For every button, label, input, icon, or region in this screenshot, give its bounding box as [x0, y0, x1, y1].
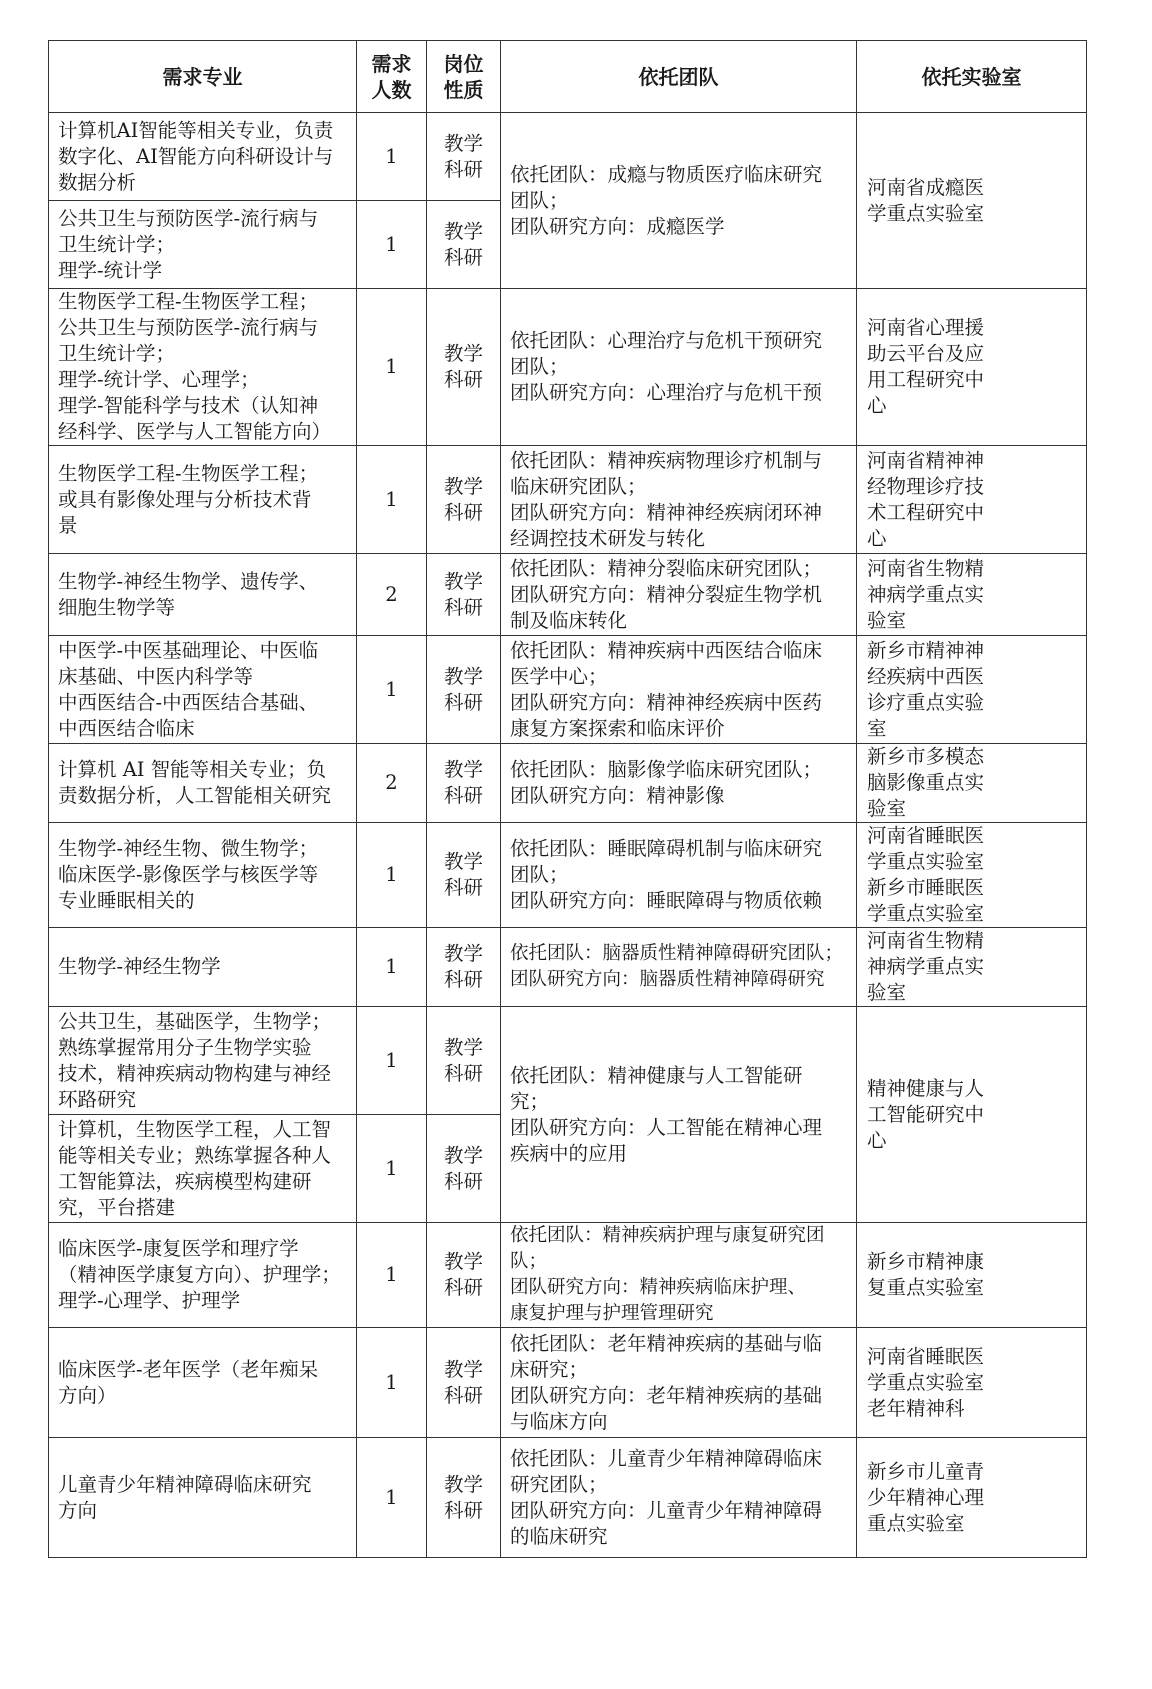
major-cell: 生物医学工程-生物医学工程； 或具有影像处理与分析技术背 景: [49, 446, 357, 554]
major-cell: 生物学-神经生物学: [49, 928, 357, 1007]
team-cell: 依托团队：精神健康与人工智能研 究； 团队研究方向：人工智能在精神心理 疾病中的应用: [501, 1007, 857, 1223]
nature-cell: 教学 科研: [427, 554, 501, 636]
table-row: [49, 289, 1087, 446]
table-row: [49, 113, 1087, 201]
team-cell: 依托团队：精神分裂临床研究团队； 团队研究方向：精神分裂症生物学机 制及临床转化: [501, 554, 857, 636]
lab-cell: 河南省生物精 神病学重点实 验室: [857, 928, 1087, 1007]
table-row: [49, 1438, 1087, 1558]
nature-cell: 教学 科研: [427, 1223, 501, 1328]
nature-cell: 教学 科研: [427, 1115, 501, 1223]
nature-cell: 教学 科研: [427, 1328, 501, 1438]
major-cell: 儿童青少年精神障碍临床研究 方向: [49, 1438, 357, 1558]
count-cell: 1: [357, 201, 427, 289]
recruitment-table: [48, 40, 1087, 1558]
lab-cell: 新乡市儿童青 少年精神心理 重点实验室: [857, 1438, 1087, 1558]
major-cell: 生物学-神经生物、微生物学； 临床医学-影像医学与核医学等 专业睡眠相关的: [49, 823, 357, 928]
team-cell: 依托团队：精神疾病中西医结合临床 医学中心； 团队研究方向：精神神经疾病中医药 康复方案探索和临床评价: [501, 636, 857, 744]
major-cell: 计算机 AI 智能等相关专业；负 责数据分析，人工智能相关研究: [49, 744, 357, 823]
nature-cell: 教学 科研: [427, 113, 501, 201]
count-cell: 1: [357, 446, 427, 554]
lab-cell: 新乡市精神康 复重点实验室: [857, 1223, 1087, 1328]
nature-cell: 教学 科研: [427, 744, 501, 823]
team-cell: 依托团队：精神疾病护理与康复研究团 队； 团队研究方向：精神疾病临床护理、 康复护理与护理管理研究: [501, 1223, 857, 1328]
count-cell: 2: [357, 744, 427, 823]
count-cell: 1: [357, 1223, 427, 1328]
count-cell: 1: [357, 928, 427, 1007]
table-row: [49, 636, 1087, 744]
nature-cell: 教学 科研: [427, 289, 501, 446]
nature-cell: 教学 科研: [427, 201, 501, 289]
table-row: [49, 823, 1087, 928]
header-team: 依托团队: [501, 41, 857, 113]
lab-cell: 精神健康与人 工智能研究中 心: [857, 1007, 1087, 1223]
count-cell: 2: [357, 554, 427, 636]
count-cell: 1: [357, 1328, 427, 1438]
team-cell: 依托团队：儿童青少年精神障碍临床 研究团队； 团队研究方向：儿童青少年精神障碍 的临床研究: [501, 1438, 857, 1558]
major-cell: 生物医学工程-生物医学工程； 公共卫生与预防医学-流行病与 卫生统计学； 理学-统计学、心理学； 理学-智能科学与技术（认知神 经科学、医学与人工智能方向）: [49, 289, 357, 446]
table-row: [49, 1328, 1087, 1438]
table-row: [49, 554, 1087, 636]
nature-cell: 教学 科研: [427, 446, 501, 554]
team-cell: 依托团队：心理治疗与危机干预研究 团队； 团队研究方向：心理治疗与危机干预: [501, 289, 857, 446]
count-cell: 1: [357, 1007, 427, 1115]
lab-cell: 河南省睡眠医 学重点实验室 老年精神科: [857, 1328, 1087, 1438]
nature-cell: 教学 科研: [427, 636, 501, 744]
major-cell: 临床医学-康复医学和理疗学 （精神医学康复方向）、护理学； 理学-心理学、护理学: [49, 1223, 357, 1328]
count-cell: 1: [357, 636, 427, 744]
header-nature: 岗位 性质: [427, 41, 501, 113]
team-cell: 依托团队：老年精神疾病的基础与临 床研究； 团队研究方向：老年精神疾病的基础 与临床方向: [501, 1328, 857, 1438]
count-cell: 1: [357, 1115, 427, 1223]
table-row: [49, 928, 1087, 1007]
major-cell: 计算机AI智能等相关专业，负责 数字化、AI智能方向科研设计与 数据分析: [49, 113, 357, 201]
major-cell: 公共卫生，基础医学，生物学； 熟练掌握常用分子生物学实验 技术，精神疾病动物构建与神经 环路研究: [49, 1007, 357, 1115]
major-cell: 公共卫生与预防医学-流行病与 卫生统计学； 理学-统计学: [49, 201, 357, 289]
header-major: 需求专业: [49, 41, 357, 113]
lab-cell: 新乡市多模态 脑影像重点实 验室: [857, 744, 1087, 823]
count-cell: 1: [357, 1438, 427, 1558]
table-row: [49, 1007, 1087, 1115]
count-cell: 1: [357, 823, 427, 928]
table-row: [49, 1223, 1087, 1328]
header-lab: 依托实验室: [857, 41, 1087, 113]
count-cell: 1: [357, 113, 427, 201]
table-row: [49, 744, 1087, 823]
lab-cell: 河南省心理援 助云平台及应 用工程研究中 心: [857, 289, 1087, 446]
team-cell: 依托团队：脑影像学临床研究团队； 团队研究方向：精神影像: [501, 744, 857, 823]
header-count: 需求 人数: [357, 41, 427, 113]
lab-cell: 河南省精神神 经物理诊疗技 术工程研究中 心: [857, 446, 1087, 554]
major-cell: 临床医学-老年医学（老年痴呆 方向）: [49, 1328, 357, 1438]
table-row: [49, 446, 1087, 554]
nature-cell: 教学 科研: [427, 1007, 501, 1115]
team-cell: 依托团队：睡眠障碍机制与临床研究 团队； 团队研究方向：睡眠障碍与物质依赖: [501, 823, 857, 928]
lab-cell: 新乡市精神神 经疾病中西医 诊疗重点实验 室: [857, 636, 1087, 744]
major-cell: 中医学-中医基础理论、中医临 床基础、中医内科学等 中西医结合-中西医结合基础、 中西医结合临床: [49, 636, 357, 744]
team-cell: 依托团队：脑器质性精神障碍研究团队； 团队研究方向：脑器质性精神障碍研究: [501, 928, 857, 1007]
team-cell: 依托团队：成瘾与物质医疗临床研究 团队； 团队研究方向：成瘾医学: [501, 113, 857, 289]
team-cell: 依托团队：精神疾病物理诊疗机制与 临床研究团队； 团队研究方向：精神神经疾病闭环神 经调控技术研发与转化: [501, 446, 857, 554]
nature-cell: 教学 科研: [427, 928, 501, 1007]
count-cell: 1: [357, 289, 427, 446]
lab-cell: 河南省成瘾医 学重点实验室: [857, 113, 1087, 289]
lab-cell: 河南省生物精 神病学重点实 验室: [857, 554, 1087, 636]
nature-cell: 教学 科研: [427, 823, 501, 928]
nature-cell: 教学 科研: [427, 1438, 501, 1558]
header-row: [49, 41, 1087, 113]
major-cell: 生物学-神经生物学、遗传学、 细胞生物学等: [49, 554, 357, 636]
major-cell: 计算机，生物医学工程，人工智 能等相关专业；熟练掌握各种人 工智能算法，疾病模型构建研 究，平台搭建: [49, 1115, 357, 1223]
lab-cell: 河南省睡眠医 学重点实验室 新乡市睡眠医 学重点实验室: [857, 823, 1087, 928]
